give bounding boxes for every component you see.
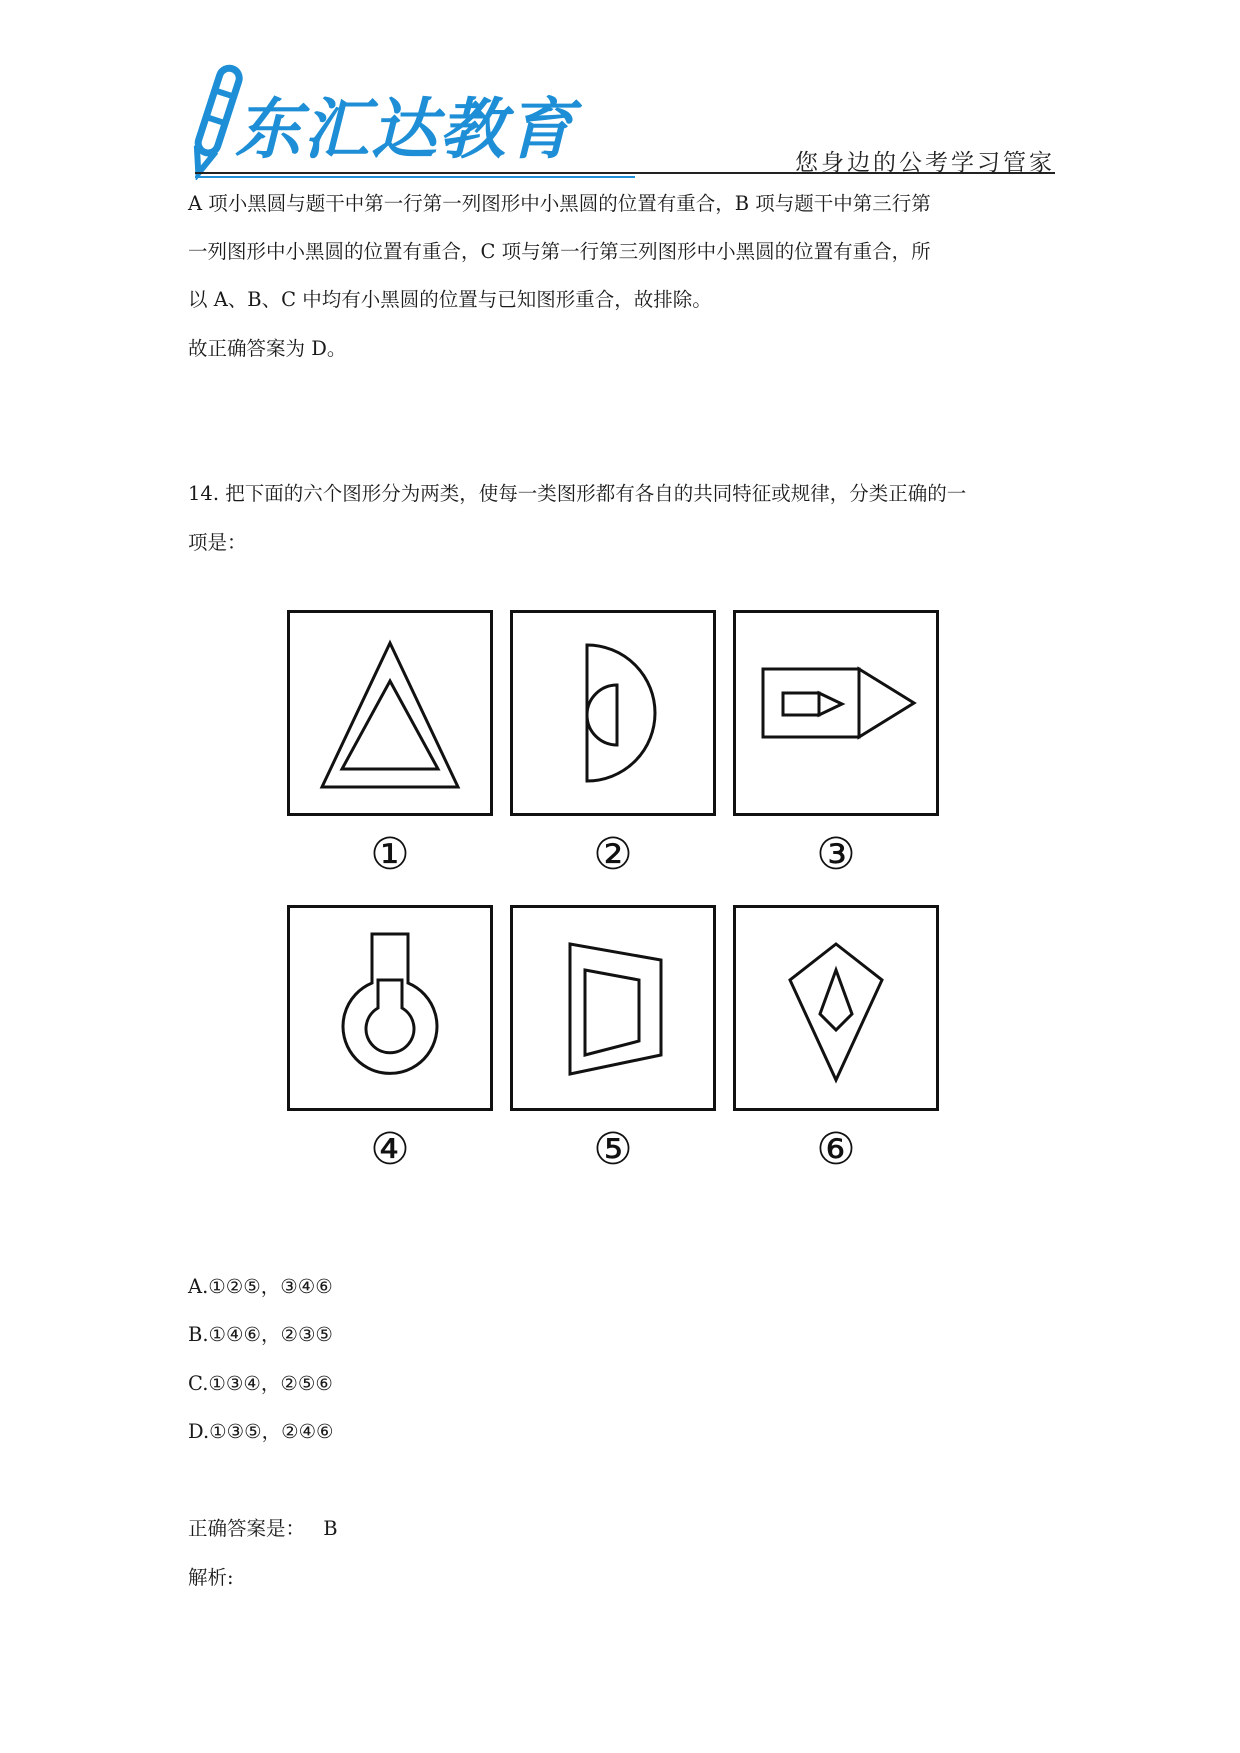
- nested-triangles-icon: [290, 613, 490, 813]
- arrow-pentagons-icon: [736, 613, 936, 813]
- figure-cell-2: [510, 610, 716, 816]
- explanation-line-1: A 项小黑圆与题干中第一行第一列图形中小黑圆的位置有重合，B 项与题干中第三行第: [188, 192, 931, 215]
- figure-cell-4: [287, 905, 493, 1111]
- question-figure: [287, 610, 957, 1180]
- question-stem-line-1: 14. 把下面的六个图形分为两类，使每一类图形都有各自的共同特征或规律，分类正确的一: [188, 482, 967, 505]
- figure-cell-3: [733, 610, 939, 816]
- nested-half-circles-icon: [513, 613, 713, 813]
- figure-cell-6: [733, 905, 939, 1111]
- option-a: A.①②⑤，③④⑥: [188, 1275, 333, 1298]
- figure-cell-1: [287, 610, 493, 816]
- nested-trapezoids-icon: [513, 908, 713, 1108]
- option-b: B.①④⑥，②③⑤: [188, 1323, 333, 1346]
- page-header: [185, 62, 1055, 180]
- header-divider: [195, 172, 1055, 174]
- figure-label-5: ⑤: [593, 1124, 633, 1175]
- figure-label-2: ②: [593, 829, 633, 880]
- explanation-conclusion: 故正确答案为 D。: [188, 337, 347, 360]
- header-accent-divider: [195, 176, 635, 178]
- figure-label-6: ⑥: [816, 1124, 856, 1175]
- answer-value: B: [323, 1517, 338, 1540]
- option-c: C.①③④，②⑤⑥: [188, 1372, 333, 1395]
- figure-label-1: ①: [370, 829, 410, 880]
- explanation-line-2: 一列图形中小黑圆的位置有重合，C 项与第一行第三列图形中小黑圆的位置有重合，所: [188, 240, 931, 263]
- keyhole-ring-icon: [290, 908, 490, 1108]
- brand-name: 东汇达教育: [235, 91, 575, 168]
- figure-label-3: ③: [816, 829, 856, 880]
- question-stem-line-2: 项是：: [188, 531, 247, 554]
- figure-cell-5: [510, 905, 716, 1111]
- option-d: D.①③⑤，②④⑥: [188, 1420, 334, 1443]
- slogan: 您身边的公考学习管家: [795, 150, 1055, 176]
- nested-kites-icon: [736, 908, 936, 1108]
- answer-line: [188, 1517, 338, 1541]
- explanation-line-3: 以 A、B、C 中均有小黑圆的位置与已知图形重合，故排除。: [188, 288, 712, 311]
- analysis-label: 解析:: [188, 1566, 234, 1589]
- answer-label: 正确答案是：: [188, 1517, 306, 1540]
- figure-label-4: ④: [370, 1124, 410, 1175]
